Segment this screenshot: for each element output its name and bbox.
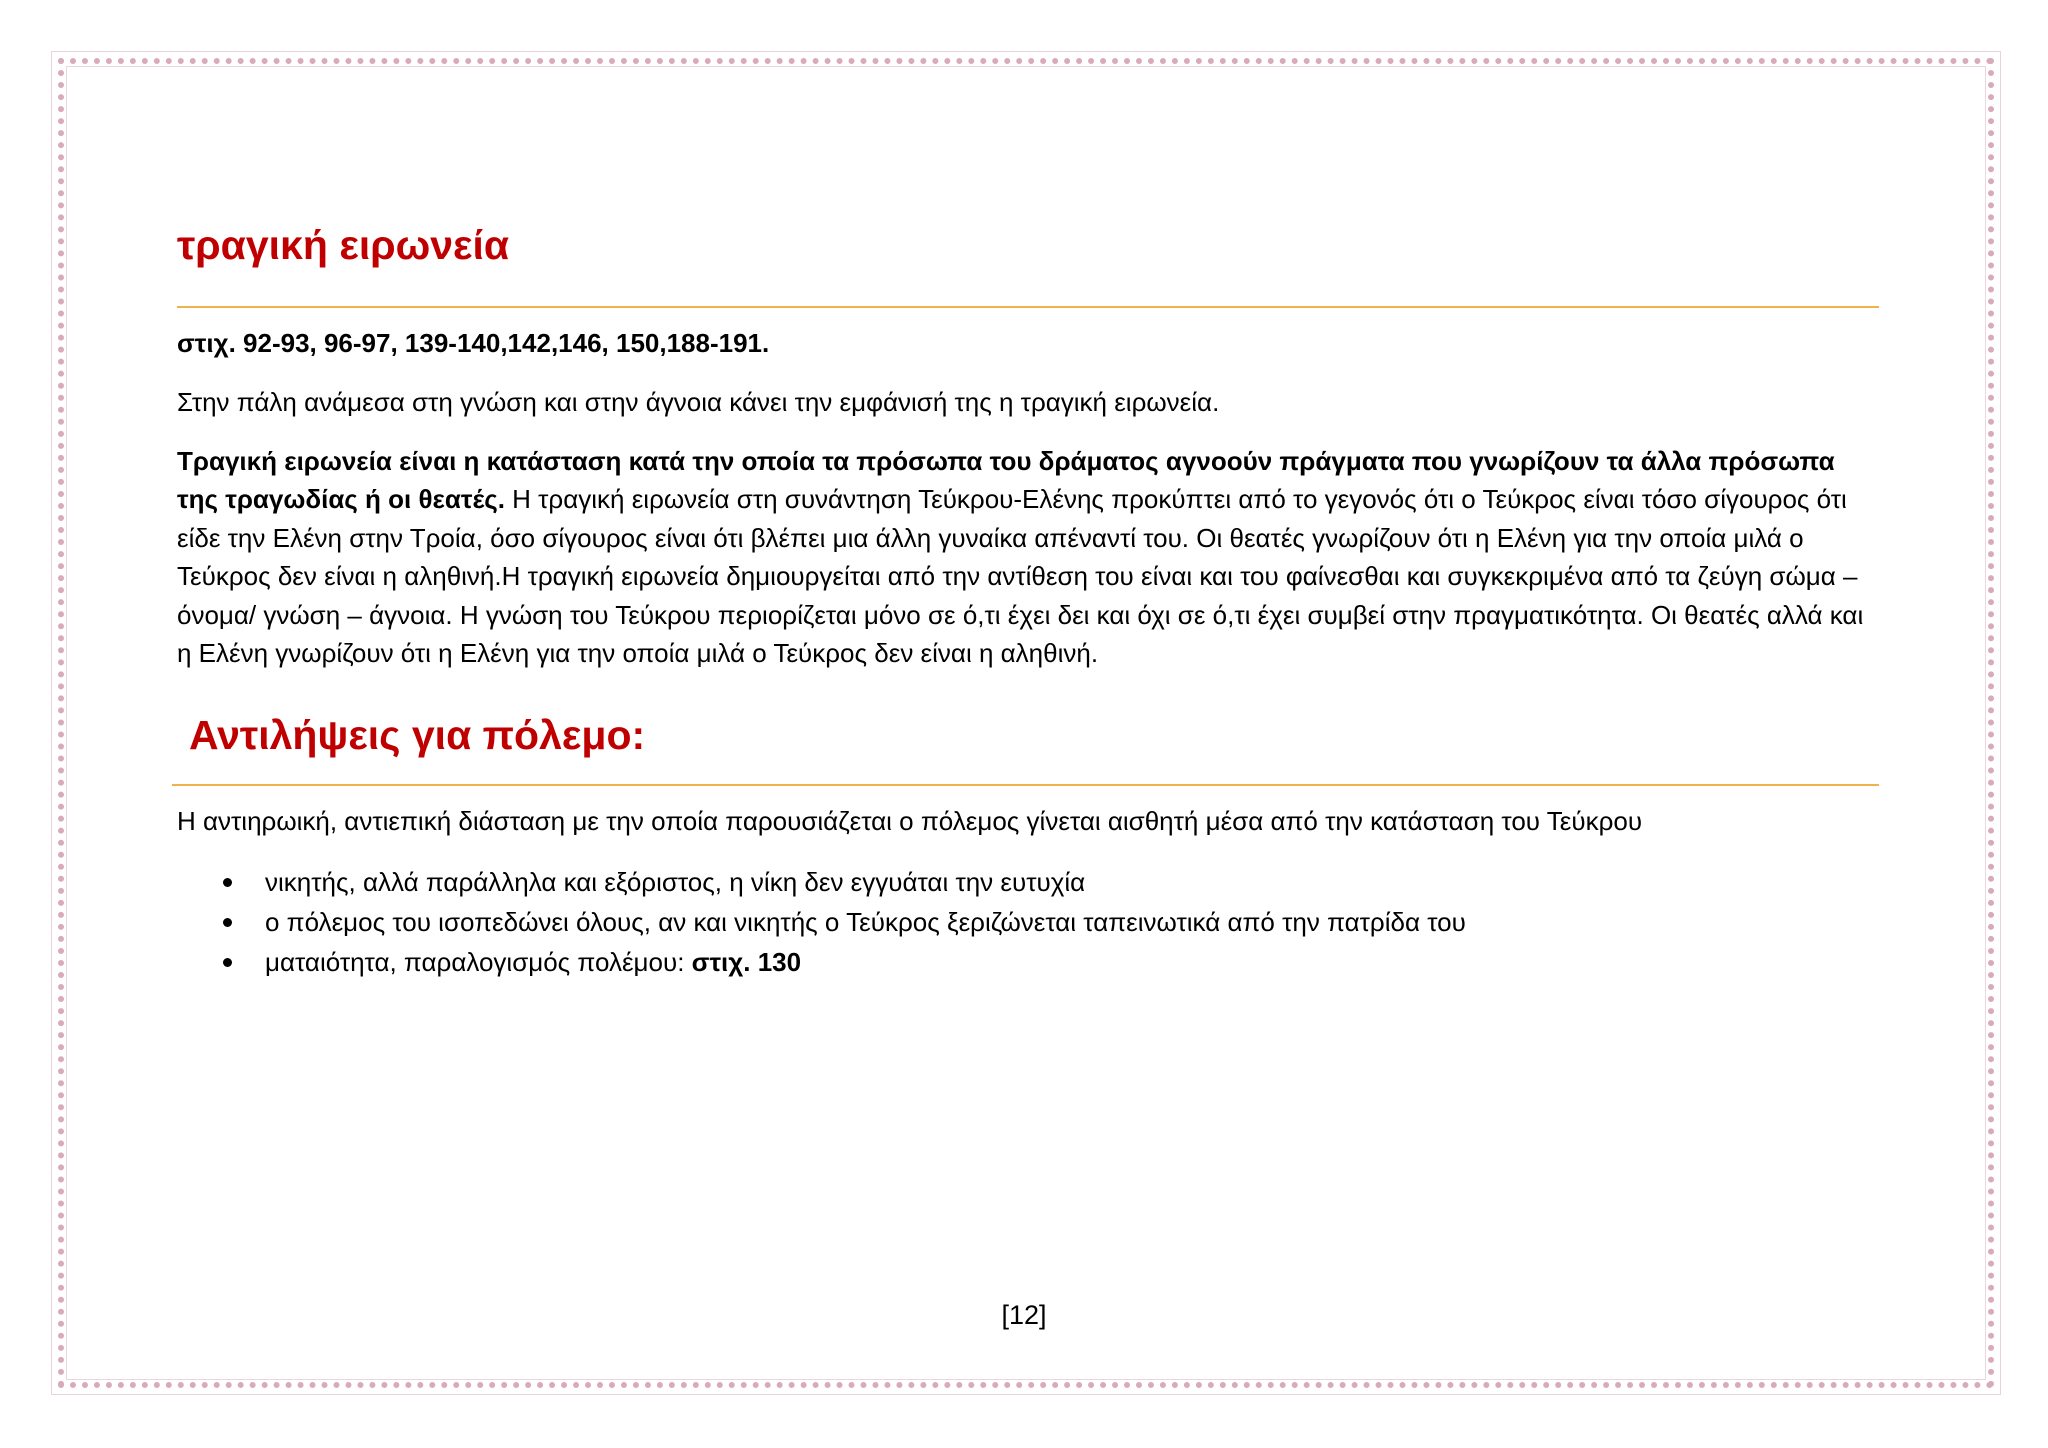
definition-bold: Τραγική ειρωνεία είναι η κατάσταση κατά την οποία τα πρόσωπα του δράματος αγνοούν πράγματα που γνωρίζουν τα άλλα πρόσωπα της τραγωδίας ή οι θεατές. — [177, 445, 1835, 514]
heading-rule-2 — [172, 784, 1879, 786]
intro-paragraph: Στην πάλη ανάμεσα στη γνώση και στην άγνοια κάνει την εμφάνισή της η τραγική ειρωνεία. — [177, 387, 1220, 417]
section-title-war: Αντιλήψεις για πόλεμο: — [189, 711, 646, 758]
war-intro-paragraph: Η αντιηρωική, αντιεπική διάσταση με την οποία παρουσιάζεται ο πόλεμος γίνεται αισθητή μέσα από την κατάσταση του Τεύκρου — [177, 805, 1643, 836]
list-item: νικητής, αλλά παράλληλα και εξόριστος, η νίκη δεν εγγυάται την ευτυχία — [177, 862, 1879, 902]
definition-rest: Η τραγική ειρωνεία στη συνάντηση Τεύκρου-Ελένης προκύπτει από το γεγονός ότι ο Τεύκρος είναι τόσο σίγουρος ότι είδε την Ελένη στην Τροία, όσο σίγουρος είναι ότι βλέπει μια άλλη γυναίκα απέναντί του. Οι θεατές γνωρίζουν ότι η Ελένη για την οποία μιλά ο Τεύκρος δεν είναι η αληθινή.Η τραγική ειρωνεία δημιουργείται από την αντίθεση του είναι και του φαίνεσθαι και συγκεκριμένα από τα ζεύγη σώμα – όνομα/ γνώση – άγνοια. Η γνώση του Τεύκρου περιορίζεται μόνο σε ό,τι έχει δει και όχι σε ό,τι έχει συμβεί στην πραγματικότητα. Οι θεατές αλλά και η Ελένη γνωρίζουν ότι η Ελένη για την οποία μιλά ο Τεύκρος δεν είναι η αληθινή. — [177, 484, 1864, 668]
list-item: ο πόλεμος του ισοπεδώνει όλους, αν και νικητής ο Τεύκρος ξεριζώνεται ταπεινωτικά από την πατρίδα του — [177, 902, 1879, 942]
definition-paragraph — [177, 442, 1879, 673]
document-body — [177, 215, 1879, 982]
bullet-icon — [223, 878, 232, 887]
page-number: [12] — [1001, 1300, 1047, 1330]
list-item: ματαιότητα, παραλογισμός πολέμου: στιχ. 130 — [177, 942, 1879, 982]
war-bullet-list — [177, 862, 1879, 982]
bullet-icon — [223, 918, 232, 927]
heading-rule — [177, 306, 1879, 308]
bullet-icon — [223, 958, 232, 967]
verse-references: στιχ. 92-93, 96-97, 139-140,142,146, 150,188-191. — [177, 328, 770, 358]
section-title-tragic-irony: τραγική ειρωνεία — [177, 222, 510, 268]
